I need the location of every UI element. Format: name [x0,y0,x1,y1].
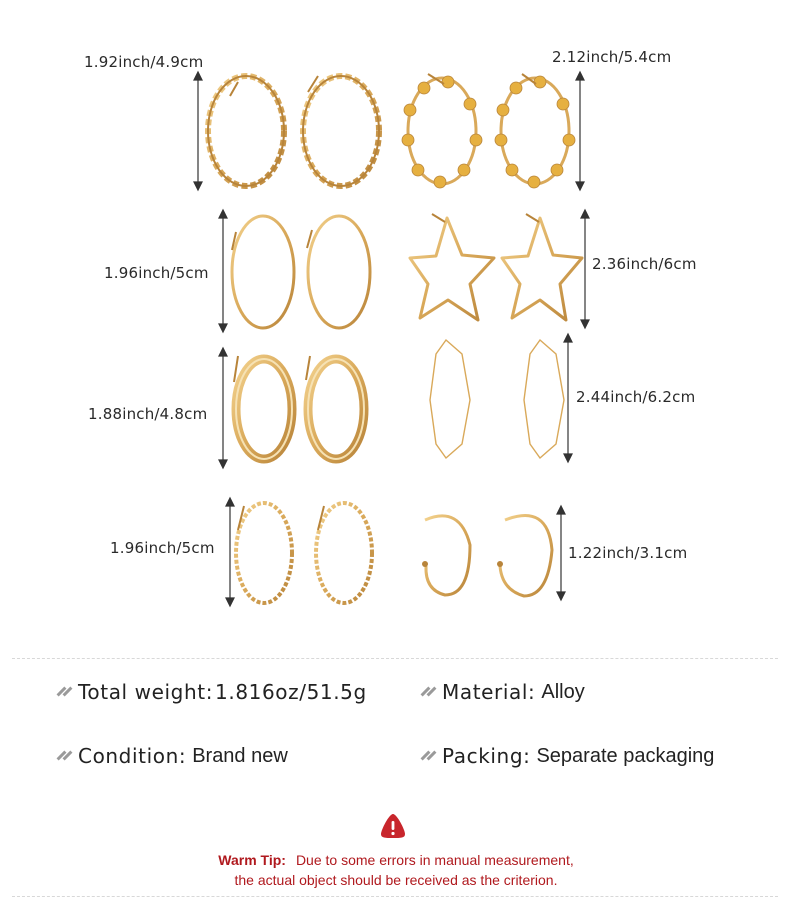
slash-bullet-icon [420,750,436,762]
spec-value: 1.816oz/51.5g [215,680,367,704]
warm-tip-line2: the actual object should be received as the criterion. [234,872,558,888]
spec-value: Separate packaging [536,744,715,767]
measurement-label: 1.88inch/4.8cm [88,405,208,423]
spec-condition [56,744,288,768]
thin-oval-hoop-earrings [232,216,370,328]
spec-label: Material: [442,680,536,704]
measurement-label: 1.96inch/5cm [104,264,209,282]
measurement-label: 1.22inch/3.1cm [568,544,688,562]
warning-icon [379,812,407,840]
spec-weight [56,680,367,704]
warm-tip-label: Warm Tip: [218,852,286,868]
twisted-hoop-earrings [208,76,379,186]
divider [12,658,778,659]
warm-tip-text: Due to some errors in manual measurement, [295,852,574,868]
spec-label: Total weight: [78,680,214,704]
slash-bullet-icon [56,686,72,698]
spec-packing [420,744,714,768]
flower-hoop-earrings [402,74,575,188]
spec-label: Condition: [78,744,187,768]
spec-value: Brand new [192,744,288,767]
slash-bullet-icon [420,686,436,698]
slash-bullet-icon [56,750,72,762]
measurement-label: 2.12inch/5.4cm [552,48,672,66]
spec-value: Alloy [541,680,585,703]
warm-tip-line1 [0,852,792,868]
rope-hoop-earrings [236,503,372,603]
spec-material [420,680,585,704]
star-hoop-earrings [410,214,582,320]
measurement-label: 1.92inch/4.9cm [84,53,204,71]
measurement-label: 2.36inch/6cm [592,255,697,273]
measurement-arrows [194,72,589,606]
geometric-hoop-earrings [430,340,564,458]
measurement-label: 1.96inch/5cm [110,539,215,557]
measurement-label: 2.44inch/6.2cm [576,388,696,406]
open-c-hoop-earrings [422,515,552,596]
divider [12,896,778,897]
spec-label: Packing: [442,744,531,768]
chunky-hoop-earrings [234,356,364,459]
